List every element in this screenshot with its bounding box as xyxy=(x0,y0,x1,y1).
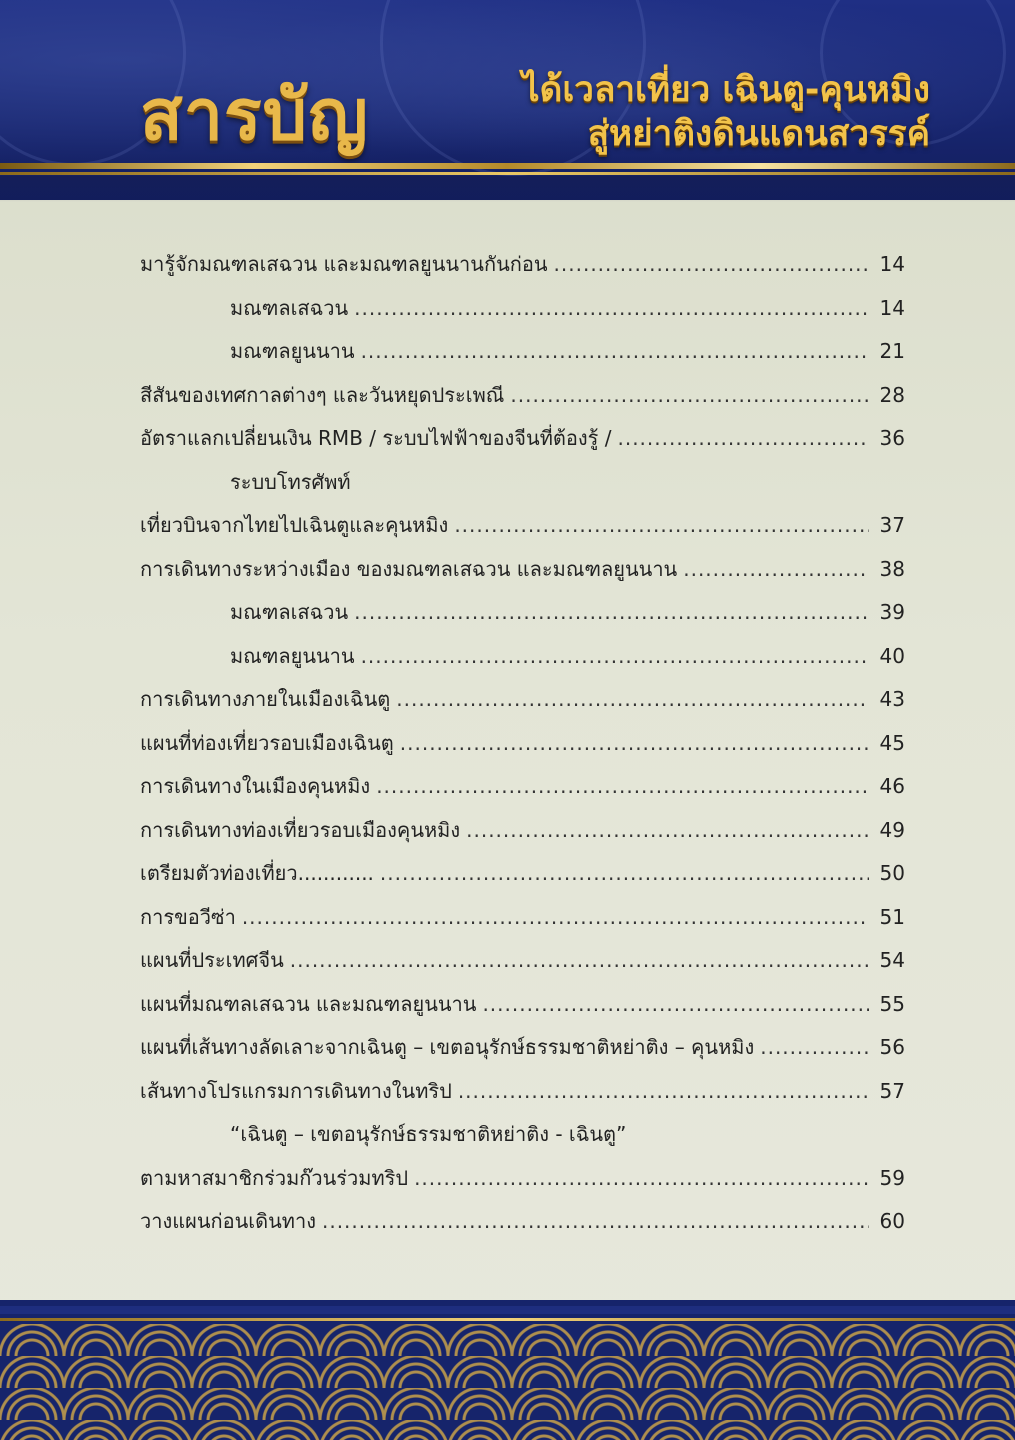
toc-entry-page: 54 xyxy=(879,948,905,972)
toc-leader-dots xyxy=(361,644,869,668)
gold-divider-thin xyxy=(0,172,1015,175)
toc-entry-label: แผนที่ท่องเที่ยวรอบเมืองเฉินตู xyxy=(140,730,394,755)
toc-entry[interactable] xyxy=(140,1075,905,1119)
toc-leader-dots xyxy=(322,1209,869,1233)
toc-entry[interactable] xyxy=(140,1031,905,1075)
toc-leader-dots xyxy=(760,1035,869,1059)
toc-entry-page: 45 xyxy=(879,730,905,755)
toc-entry-label: การเดินทางในเมืองคุนหมิง xyxy=(140,774,371,798)
header-shadow xyxy=(0,176,1015,202)
toc-leader-dots xyxy=(466,818,869,842)
toc-entry[interactable] xyxy=(140,596,905,640)
toc-entry[interactable] xyxy=(140,292,905,336)
toc-leader-dots xyxy=(617,426,869,450)
toc-entry-label: ระบบโทรศัพท์ xyxy=(230,469,351,494)
toc-entry[interactable] xyxy=(140,814,905,858)
toc-entry-label: การขอวีซ่า xyxy=(140,904,236,929)
book-title-line-1: ได้เวลาเที่ยว เฉินตู-คุนหมิง xyxy=(522,70,930,110)
book-title-line-2: สู่หย่าติงดินแดนสวรรค์ xyxy=(587,114,930,154)
toc-leader-dots xyxy=(242,905,869,929)
header-banner xyxy=(0,0,1015,200)
toc-entry[interactable] xyxy=(140,640,905,684)
toc-entry-label: เส้นทางโปรแกรมการเดินทางในทริป xyxy=(140,1078,452,1103)
toc-leader-dots xyxy=(354,296,869,320)
toc-entry[interactable] xyxy=(140,944,905,988)
toc-entry-page: 59 xyxy=(879,1165,905,1190)
toc-leader-dots xyxy=(414,1166,869,1190)
toc-entry[interactable] xyxy=(140,422,905,466)
toc-entry-page: 21 xyxy=(879,339,905,363)
toc-entry-label: แผนที่ประเทศจีน xyxy=(140,948,284,972)
toc-entry[interactable] xyxy=(140,901,905,945)
toc-entry-label: มณฑลเสฉวน xyxy=(230,295,349,320)
page-title: สารบัญ xyxy=(140,74,369,156)
toc-entry-page: 55 xyxy=(879,991,905,1016)
footer-border xyxy=(0,1306,1015,1314)
footer-ornament xyxy=(0,1300,1015,1440)
toc-entry-page: 50 xyxy=(879,861,905,885)
toc-leader-dots xyxy=(396,687,869,711)
toc-entry-label: เที่ยวบินจากไทยไปเฉินตูและคุนหมิง xyxy=(140,513,449,537)
toc-entry-label: แผนที่มณฑลเสฉวน และมณฑลยูนนาน xyxy=(140,991,477,1016)
toc-entry[interactable] xyxy=(140,509,905,553)
toc-entry[interactable] xyxy=(140,683,905,727)
toc-entry-label: การเดินทางภายในเมืองเฉินตู xyxy=(140,687,391,711)
toc-entry-label: มณฑลเสฉวน xyxy=(230,600,349,624)
toc-leader-dots xyxy=(554,252,869,276)
toc-leader-dots xyxy=(361,339,869,363)
toc-entry[interactable] xyxy=(140,770,905,814)
toc-entry[interactable] xyxy=(140,335,905,379)
toc-entry-page: 49 xyxy=(879,817,905,842)
toc-entry-page: 28 xyxy=(879,382,905,407)
toc-entry-label: แผนที่เส้นทางลัดเลาะจากเฉินตู – เขตอนุรักษ์ธรรมชาติหย่าติง – คุนหมิง xyxy=(140,1035,755,1059)
toc-leader-dots xyxy=(683,557,869,581)
table-of-contents xyxy=(140,248,905,1249)
toc-entry[interactable] xyxy=(140,466,905,510)
toc-leader-dots xyxy=(454,513,869,537)
toc-entry-label: วางแผนก่อนเดินทาง xyxy=(140,1209,316,1233)
toc-entry[interactable] xyxy=(140,379,905,423)
toc-entry-page: 14 xyxy=(879,295,905,320)
toc-entry-page: 43 xyxy=(879,687,905,711)
toc-leader-dots xyxy=(400,731,869,755)
toc-entry-label: มณฑลยูนนาน xyxy=(230,643,355,668)
toc-leader-dots xyxy=(376,774,869,798)
toc-entry-page: 57 xyxy=(879,1078,905,1103)
toc-entry-page: 51 xyxy=(879,904,905,929)
toc-entry[interactable] xyxy=(140,1162,905,1206)
toc-entry-label: มณฑลยูนนาน xyxy=(230,339,355,363)
toc-entry-page: 14 xyxy=(879,252,905,276)
toc-entry-label: การเดินทางท่องเที่ยวรอบเมืองคุนหมิง xyxy=(140,817,461,842)
toc-leader-dots xyxy=(510,383,869,407)
toc-entry-page: 39 xyxy=(879,600,905,624)
toc-entry-label: ตามหาสมาชิกร่วมก๊วนร่วมทริป xyxy=(140,1165,409,1190)
footer-gold-line xyxy=(0,1318,1015,1321)
toc-entry[interactable] xyxy=(140,248,905,292)
toc-leader-dots xyxy=(354,600,869,624)
wave-pattern xyxy=(0,1324,1015,1440)
toc-entry-label: การเดินทางระหว่างเมือง ของมณฑลเสฉวน และมณฑลยูนนาน xyxy=(140,556,678,581)
toc-leader-dots xyxy=(482,992,869,1016)
toc-leader-dots xyxy=(458,1079,869,1103)
toc-entry-page: 37 xyxy=(879,513,905,537)
toc-entry-page: 60 xyxy=(879,1209,905,1233)
toc-entry[interactable] xyxy=(140,553,905,597)
toc-entry-label: สีสันของเทศกาลต่างๆ และวันหยุดประเพณี xyxy=(140,382,505,407)
toc-entry[interactable] xyxy=(140,1118,905,1162)
toc-entry-page: 56 xyxy=(879,1035,905,1059)
gold-divider xyxy=(0,163,1015,169)
toc-entry[interactable] xyxy=(140,988,905,1032)
toc-entry[interactable] xyxy=(140,1205,905,1249)
toc-entry[interactable] xyxy=(140,727,905,771)
toc-entry[interactable] xyxy=(140,857,905,901)
toc-entry-label: “เฉินตู – เขตอนุรักษ์ธรรมชาติหย่าติง - เฉินตู” xyxy=(230,1122,627,1146)
toc-entry-page: 46 xyxy=(879,774,905,798)
toc-entry-page: 38 xyxy=(879,556,905,581)
toc-entry-label: อัตราแลกเปลี่ยนเงิน RMB / ระบบไฟฟ้าของจีนที่ต้องรู้ / xyxy=(140,426,612,450)
toc-entry-label: เตรียมตัวท่องเที่ยว............ xyxy=(140,861,374,885)
toc-leader-dots xyxy=(380,861,869,885)
toc-entry-page: 36 xyxy=(879,426,905,450)
book-title xyxy=(522,68,930,156)
toc-leader-dots xyxy=(290,948,869,972)
toc-entry-page: 40 xyxy=(879,643,905,668)
toc-entry-label: มารู้จักมณฑลเสฉวน และมณฑลยูนนานกันก่อน xyxy=(140,252,548,276)
